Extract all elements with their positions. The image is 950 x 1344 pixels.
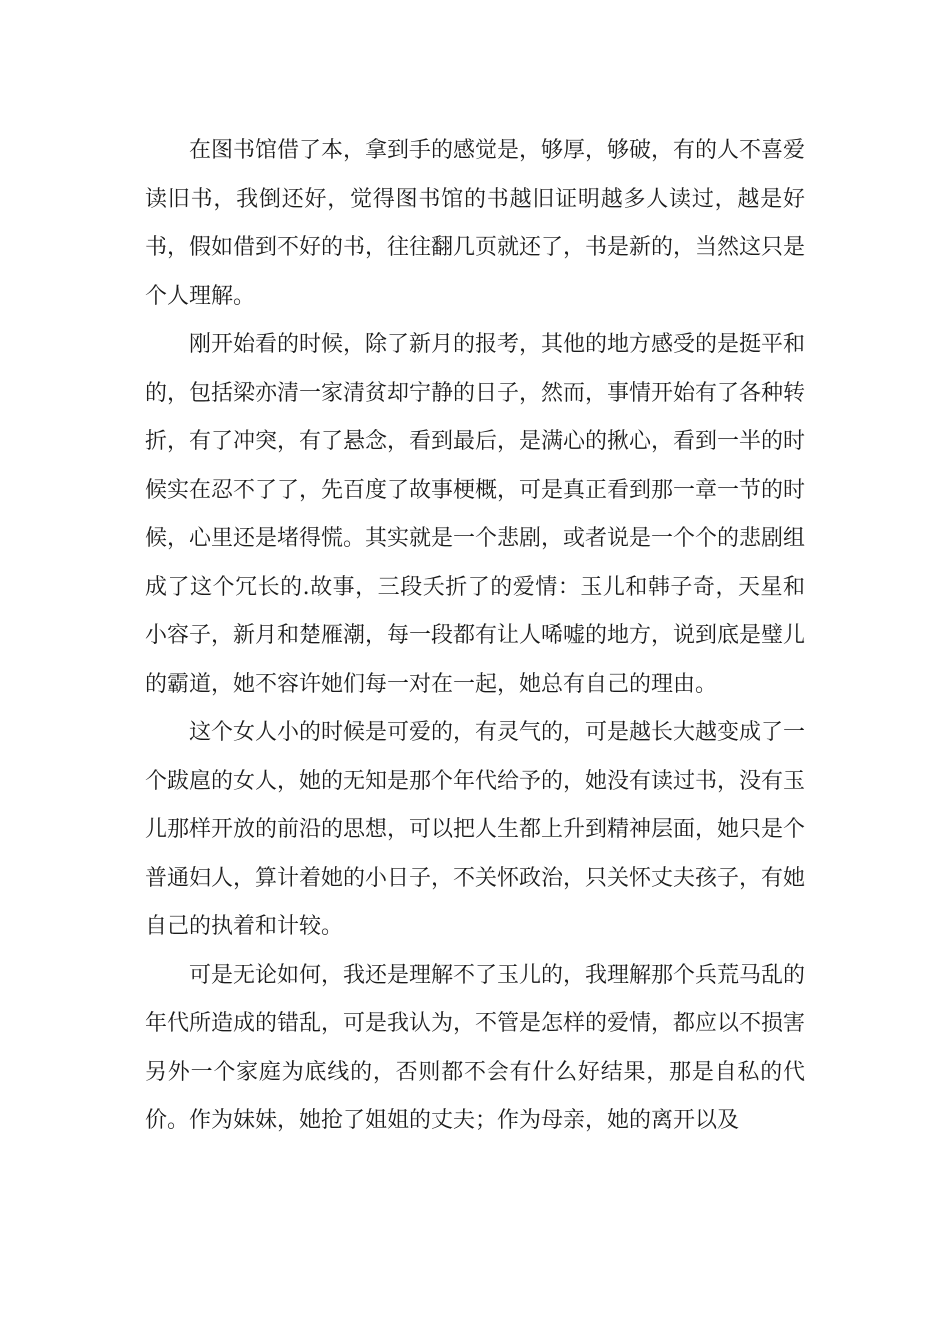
paragraph-2: 刚开始看的时候，除了新月的报考，其他的地方感受的是挺平和的，包括梁亦清一家清贫却宁静的日子，然而，事情开始有了各种转折，有了冲突，有了悬念，看到最后，是满心的揪心，看到一半的时候实在忍不了了，先百度了故事梗概，可是真正看到那一章一节的时候，心里还是堵得慌。其实就是一个悲剧，或者说是一个个的悲剧组成了这个冗长的.故事，三段夭折了的爱情：玉儿和韩子奇，天星和小容子，新月和楚雁潮，每一段都有让人唏嘘的地方，说到底是璧儿的霸道，她不容许她们每一对在一起，她总有自己的理由。 [145,332,806,697]
article-body [145,127,805,1146]
paragraph-3: 这个女人小的时候是可爱的，有灵气的，可是越长大越变成了一个跋扈的女人，她的无知是那个年代给予的，她没有读过书，没有玉儿那样开放的前沿的思想，可以把人生都上升到精神层面，她只是个普通妇人，算计着她的小日子，不关怀政治，只关怀丈夫孩子，有她自己的执着和计较。 [145,720,806,939]
paragraph-4: 可是无论如何，我还是理解不了玉儿的，我理解那个兵荒马乱的年代所造成的错乱，可是我认为，不管是怎样的爱情，都应以不损害另外一个家庭为底线的，否则都不会有什么好结果，那是自私的代价。作为妹妹，她抢了姐姐的丈夫；作为母亲，她的离开以及 [145,962,806,1133]
paragraph-1: 在图书馆借了本，拿到手的感觉是，够厚，够破，有的人不喜爱读旧书，我倒还好，觉得图书馆的书越旧证明越多人读过，越是好书，假如借到不好的书，往往翻几页就还了，书是新的，当然这只是个人理解。 [145,138,806,309]
